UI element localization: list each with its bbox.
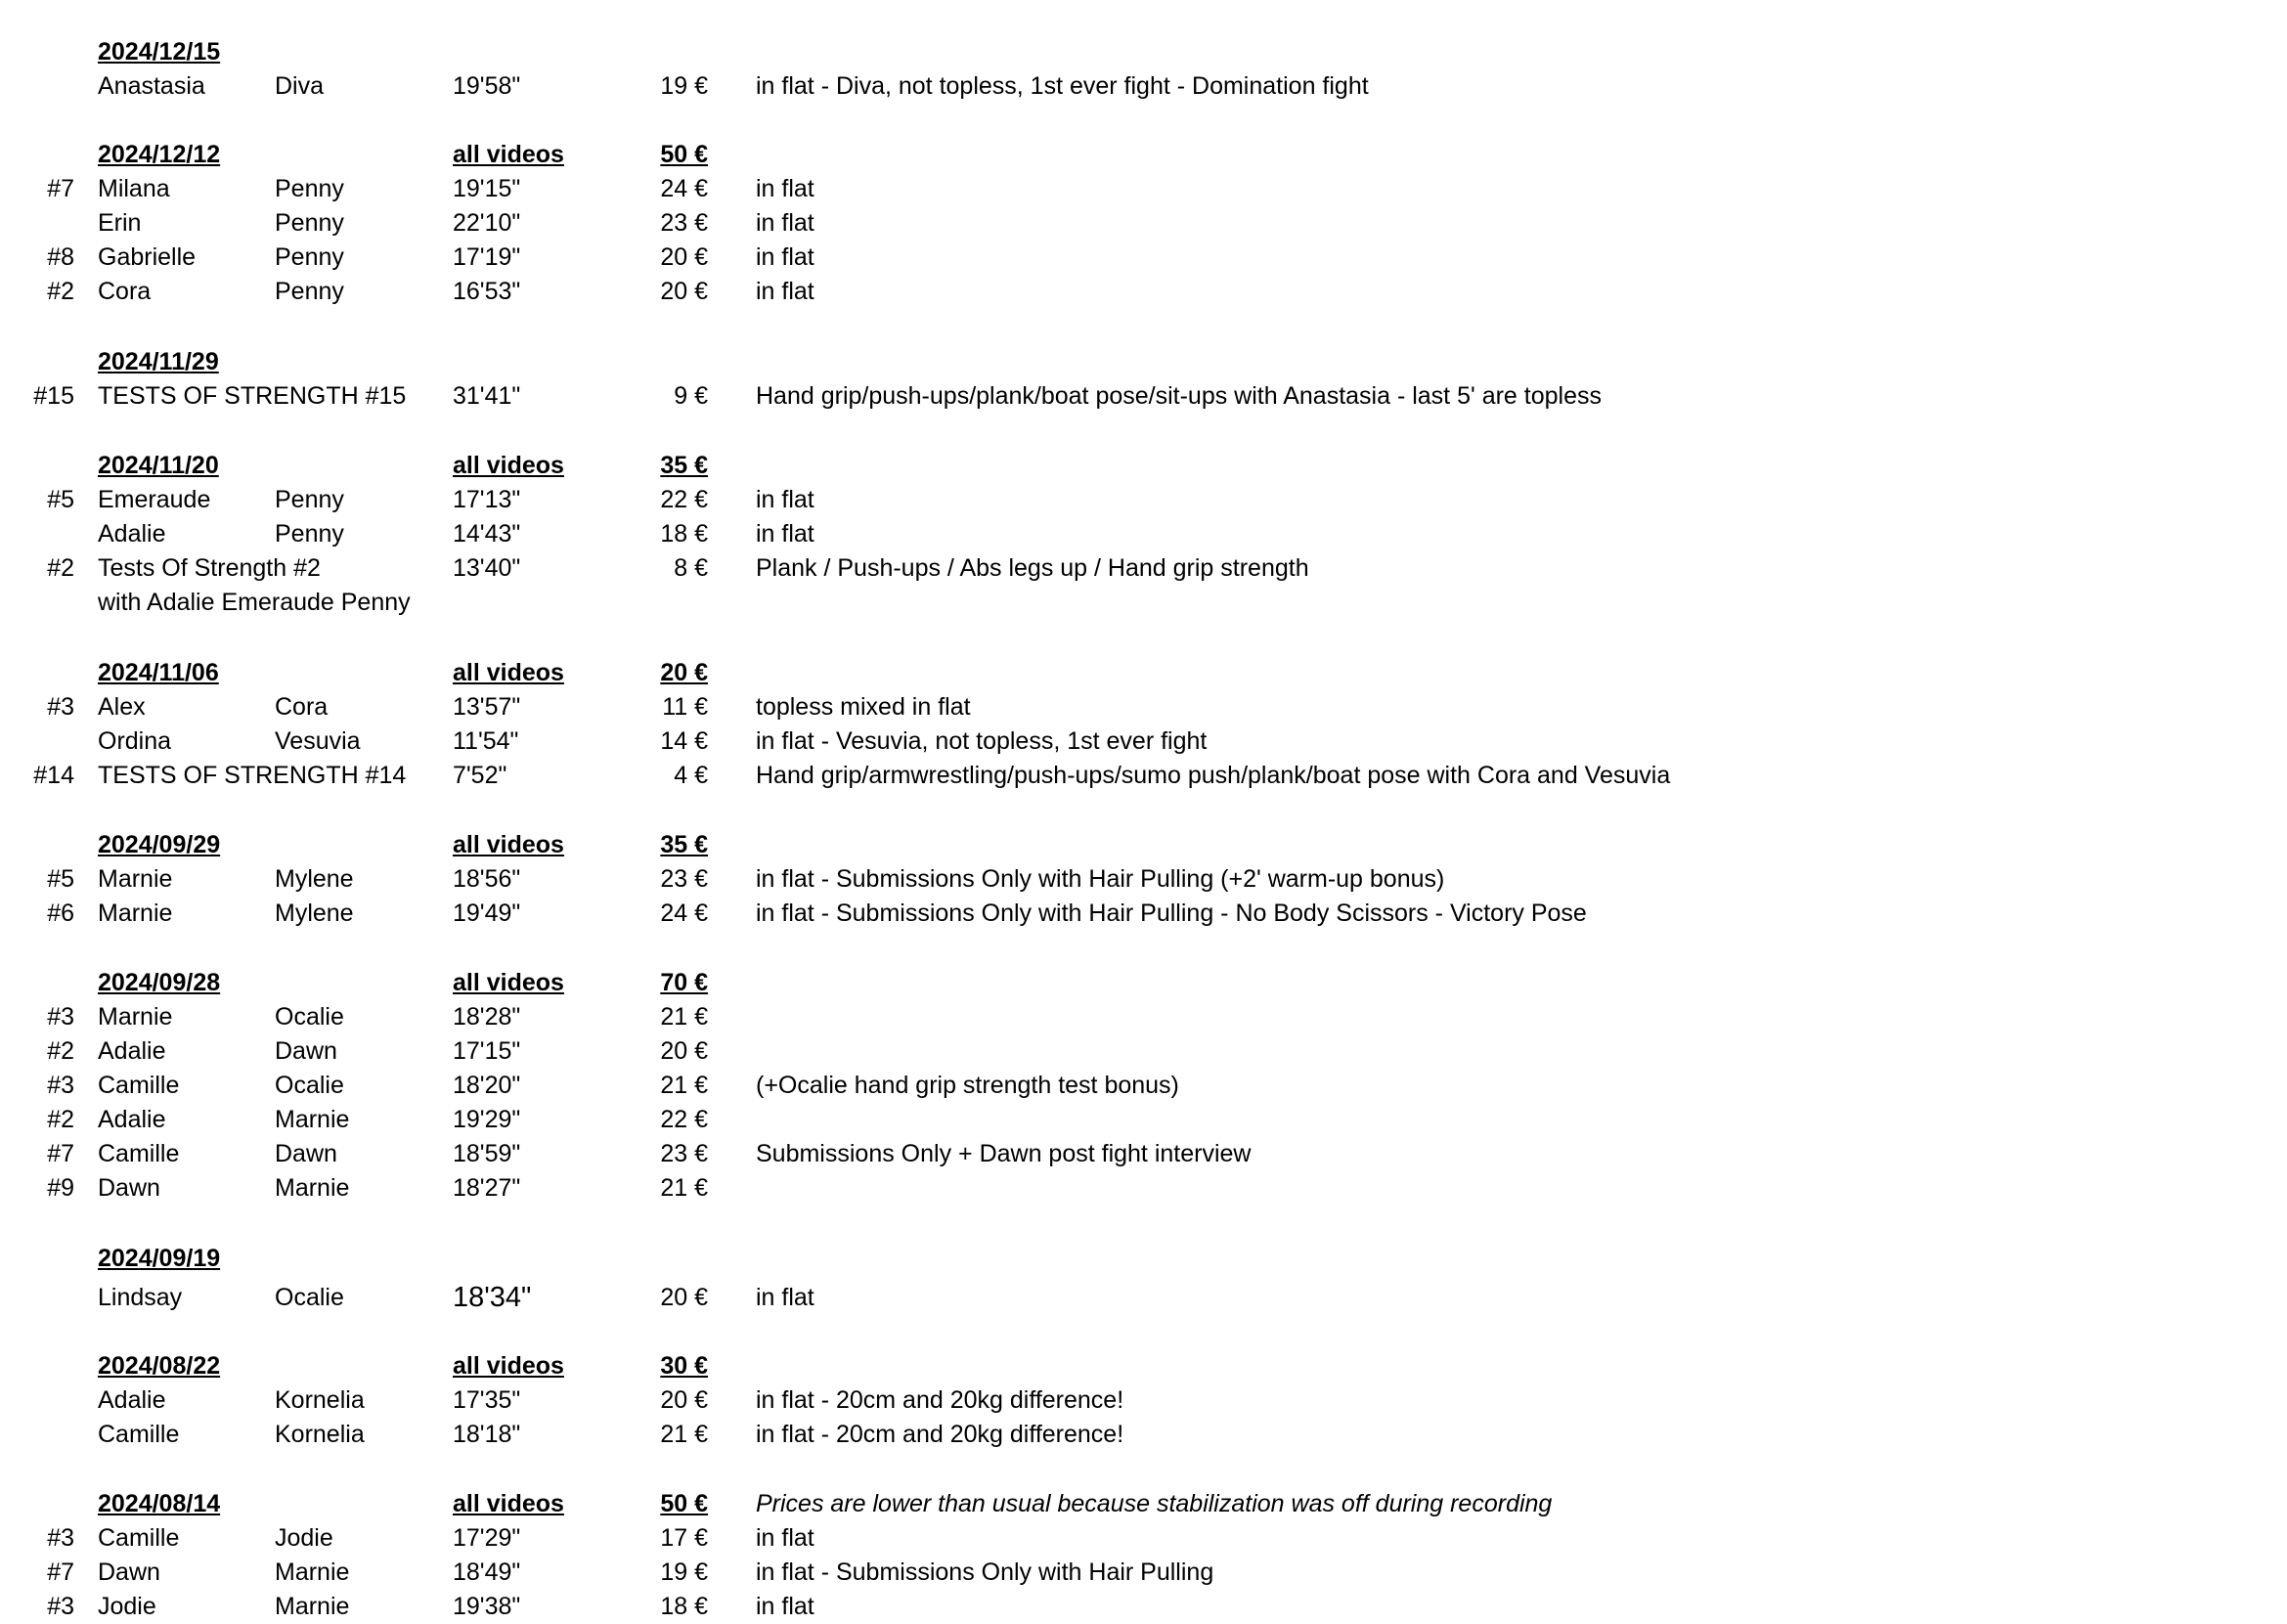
price: 23 € (660, 1140, 708, 1167)
fighter-2: Kornelia (275, 1386, 365, 1414)
fighter-1: Camille (98, 1140, 180, 1167)
section-date: 2024/11/20 (98, 452, 219, 479)
fighter-1: with Adalie Emeraude Penny (98, 589, 411, 616)
fighter-1: Jodie (98, 1593, 156, 1620)
item-number: #3 (47, 693, 74, 721)
section-2024-09-29 (0, 828, 2287, 931)
fighter-2: Ocalie (275, 1003, 344, 1031)
section-date: 2024/09/19 (98, 1245, 221, 1272)
fighter-2: Ocalie (275, 1284, 344, 1311)
duration: 17'15" (453, 1037, 521, 1065)
fighter-2: Marnie (275, 1174, 350, 1202)
description: in flat (756, 243, 814, 271)
duration: 18'27" (453, 1174, 521, 1202)
price: 20 € (660, 243, 708, 271)
table-row (0, 1000, 2287, 1034)
description: topless mixed in flat (756, 693, 971, 721)
table-row (0, 1383, 2287, 1418)
bundle-price: 35 € (660, 831, 708, 858)
all-videos-label: all videos (453, 969, 564, 996)
fighter-1: Milana (98, 175, 170, 202)
fighter-2: Marnie (275, 1558, 350, 1586)
duration: 13'57" (453, 693, 521, 721)
price: 4 € (674, 762, 708, 789)
table-row (0, 1171, 2287, 1206)
duration: 17'29" (453, 1524, 521, 1552)
bundle-price: 50 € (660, 1490, 708, 1517)
price: 21 € (660, 1003, 708, 1031)
table-row (0, 1103, 2287, 1137)
fighter-2: Penny (275, 520, 344, 548)
item-number: #7 (47, 1140, 74, 1167)
fighter-2: Marnie (275, 1593, 350, 1620)
item-number: #2 (47, 278, 74, 305)
description: in flat - 20cm and 20kg difference! (756, 1421, 1124, 1448)
table-row (0, 1069, 2287, 1103)
fighter-1: Adalie (98, 520, 166, 548)
table-row (0, 862, 2287, 897)
table-row (0, 483, 2287, 517)
description: in flat (756, 1284, 814, 1311)
duration: 19'29" (453, 1106, 521, 1133)
fighter-1: Tests Of Strength #2 (98, 554, 321, 582)
description: in flat - Submissions Only with Hair Pulling (756, 1558, 1214, 1586)
price: 24 € (660, 175, 708, 202)
duration: 22'10" (453, 209, 521, 237)
fighter-2: Dawn (275, 1037, 337, 1065)
fighter-1: Camille (98, 1421, 180, 1448)
description: Submissions Only + Dawn post fight interview (756, 1140, 1252, 1167)
fighter-1: Dawn (98, 1174, 160, 1202)
description: in flat (756, 175, 814, 202)
table-row (0, 551, 2287, 586)
item-number: #2 (47, 1106, 74, 1133)
fighter-2: Penny (275, 278, 344, 305)
section-header (0, 966, 2287, 1000)
section-date: 2024/08/14 (98, 1490, 221, 1517)
table-row (0, 379, 2287, 414)
item-number: #2 (47, 554, 74, 582)
table-row (0, 69, 2287, 104)
price: 20 € (660, 278, 708, 305)
duration: 18'20" (453, 1072, 521, 1099)
table-row (0, 206, 2287, 241)
fighter-2: Vesuvia (275, 727, 361, 755)
duration: 18'49" (453, 1558, 521, 1586)
duration: 19'58" (453, 72, 521, 100)
all-videos-label: all videos (453, 659, 564, 686)
description: Plank / Push-ups / Abs legs up / Hand grip strength (756, 554, 1309, 582)
fighter-1: Camille (98, 1072, 180, 1099)
table-row (0, 1521, 2287, 1556)
bundle-price: 50 € (660, 141, 708, 168)
price: 23 € (660, 865, 708, 893)
item-number: #3 (47, 1003, 74, 1031)
duration: 11'54" (453, 727, 519, 755)
all-videos-label: all videos (453, 831, 564, 858)
fighter-1: Alex (98, 693, 146, 721)
section-2024-12-15 (0, 35, 2287, 104)
fighter-2: Dawn (275, 1140, 337, 1167)
description: in flat (756, 209, 814, 237)
price: 18 € (660, 1593, 708, 1620)
fighter-2: Ocalie (275, 1072, 344, 1099)
duration: 13'40" (453, 554, 521, 582)
fighter-1: Adalie (98, 1106, 166, 1133)
fighter-1: Adalie (98, 1386, 166, 1414)
duration: 18'18" (453, 1421, 521, 1448)
section-date: 2024/09/29 (98, 831, 221, 858)
section-date: 2024/12/12 (98, 141, 221, 168)
duration: 18'59" (453, 1140, 521, 1167)
price: 18 € (660, 520, 708, 548)
section-2024-11-06 (0, 656, 2287, 793)
price: 21 € (660, 1174, 708, 1202)
price: 24 € (660, 900, 708, 927)
fighter-1: Emeraude (98, 486, 211, 513)
section-2024-11-20 (0, 449, 2287, 620)
fighter-2: Kornelia (275, 1421, 365, 1448)
item-number: #3 (47, 1524, 74, 1552)
table-row (0, 1556, 2287, 1590)
fighter-2: Mylene (275, 865, 354, 893)
duration: 14'43" (453, 520, 521, 548)
price: 21 € (660, 1072, 708, 1099)
all-videos-label: all videos (453, 141, 564, 168)
price: 8 € (674, 554, 708, 582)
section-header (0, 345, 2287, 379)
item-number: #7 (47, 1558, 74, 1586)
item-number: #8 (47, 243, 74, 271)
fighter-2: Mylene (275, 900, 354, 927)
fighter-1: Marnie (98, 865, 173, 893)
item-number: #6 (47, 900, 74, 927)
table-row (0, 275, 2287, 309)
price: 22 € (660, 1106, 708, 1133)
item-number: #5 (47, 486, 74, 513)
duration: 7'52" (453, 762, 507, 789)
section-2024-08-14 (0, 1487, 2287, 1624)
table-row (0, 517, 2287, 551)
fighter-1: Lindsay (98, 1284, 183, 1311)
section-header (0, 1349, 2287, 1383)
item-number: #2 (47, 1037, 74, 1065)
price: 21 € (660, 1421, 708, 1448)
description: Hand grip/armwrestling/push-ups/sumo push/plank/boat pose with Cora and Vesuvia (756, 762, 1671, 789)
price: 19 € (660, 1558, 708, 1586)
description: in flat - Vesuvia, not topless, 1st ever fight (756, 727, 1208, 755)
duration: 17'35" (453, 1386, 521, 1414)
price: 20 € (660, 1386, 708, 1414)
fighter-2: Penny (275, 209, 344, 237)
description: in flat (756, 1593, 814, 1620)
duration: 18'56" (453, 865, 521, 893)
section-2024-09-19 (0, 1242, 2287, 1319)
duration: 18'28" (453, 1003, 521, 1031)
description: in flat - Submissions Only with Hair Pulling - No Body Scissors - Victory Pose (756, 900, 1587, 927)
price: 14 € (660, 727, 708, 755)
fighter-1: Gabrielle (98, 243, 197, 271)
fighter-1: TESTS OF STRENGTH #14 (98, 762, 407, 789)
bundle-price: 70 € (660, 969, 708, 996)
section-2024-12-12 (0, 138, 2287, 309)
duration: 19'38" (453, 1593, 521, 1620)
fighter-2: Penny (275, 243, 344, 271)
description: in flat - Diva, not topless, 1st ever fight - Domination fight (756, 72, 1369, 100)
item-number: #3 (47, 1072, 74, 1099)
bundle-price: 30 € (660, 1352, 708, 1380)
fighter-1: Marnie (98, 900, 173, 927)
price: 17 € (660, 1524, 708, 1552)
section-header (0, 656, 2287, 690)
section-header (0, 35, 2287, 69)
fighter-2: Penny (275, 175, 344, 202)
item-number: #3 (47, 1593, 74, 1620)
all-videos-label: all videos (453, 1352, 564, 1380)
table-row (0, 897, 2287, 931)
price: 19 € (660, 72, 708, 100)
section-header (0, 1242, 2287, 1276)
section-date: 2024/11/29 (98, 348, 219, 375)
description: (+Ocalie hand grip strength test bonus) (756, 1072, 1179, 1099)
duration: 19'49" (453, 900, 521, 927)
price: 11 € (662, 693, 708, 721)
fighter-2: Penny (275, 486, 344, 513)
fighter-2: Diva (275, 72, 325, 100)
section-note: Prices are lower than usual because stabilization was off during recording (756, 1490, 1553, 1517)
section-date: 2024/12/15 (98, 38, 221, 66)
fighter-1: TESTS OF STRENGTH #15 (98, 382, 407, 410)
fighter-2: Jodie (275, 1524, 333, 1552)
item-number: #7 (47, 175, 74, 202)
item-number: #9 (47, 1174, 74, 1202)
fighter-1: Dawn (98, 1558, 160, 1586)
bundle-price: 35 € (660, 452, 708, 479)
fighter-2: Marnie (275, 1106, 350, 1133)
description: in flat (756, 520, 814, 548)
description: in flat (756, 1524, 814, 1552)
section-date: 2024/08/22 (98, 1352, 221, 1380)
duration: 17'13" (453, 486, 521, 513)
fighter-1: Camille (98, 1524, 180, 1552)
duration: 16'53" (453, 278, 521, 305)
table-row (0, 172, 2287, 206)
price: 20 € (660, 1037, 708, 1065)
section-date: 2024/11/06 (98, 659, 219, 686)
fighter-1: Erin (98, 209, 142, 237)
price: 9 € (674, 382, 708, 410)
all-videos-label: all videos (453, 452, 564, 479)
description: Hand grip/push-ups/plank/boat pose/sit-ups with Anastasia - last 5' are topless (756, 382, 1602, 410)
description: in flat (756, 278, 814, 305)
table-row (0, 1137, 2287, 1171)
price: 20 € (660, 1284, 708, 1311)
bundle-price: 20 € (660, 659, 708, 686)
fighter-1: Marnie (98, 1003, 173, 1031)
table-row (0, 724, 2287, 759)
section-2024-11-29 (0, 345, 2287, 414)
section-header (0, 138, 2287, 172)
description: in flat (756, 486, 814, 513)
section-header (0, 1487, 2287, 1521)
fighter-2: Cora (275, 693, 329, 721)
duration: 19'15" (453, 175, 521, 202)
price: 23 € (660, 209, 708, 237)
item-number: #15 (33, 382, 74, 410)
section-header (0, 449, 2287, 483)
table-row (0, 690, 2287, 724)
fighter-1: Anastasia (98, 72, 205, 100)
table-row (0, 241, 2287, 275)
table-row (0, 1418, 2287, 1452)
duration: 17'19" (453, 243, 521, 271)
table-row (0, 759, 2287, 793)
all-videos-label: all videos (453, 1490, 564, 1517)
item-number: #5 (47, 865, 74, 893)
fighter-1: Ordina (98, 727, 172, 755)
section-date: 2024/09/28 (98, 969, 221, 996)
duration: 18'34" (453, 1282, 532, 1313)
section-2024-08-22 (0, 1349, 2287, 1452)
fighter-1: Adalie (98, 1037, 166, 1065)
section-2024-09-28 (0, 966, 2287, 1206)
table-row (0, 1590, 2287, 1624)
duration: 31'41" (453, 382, 521, 410)
price: 22 € (660, 486, 708, 513)
section-header (0, 828, 2287, 862)
description: in flat - 20cm and 20kg difference! (756, 1386, 1124, 1414)
fighter-1: Cora (98, 278, 152, 305)
item-number: #14 (33, 762, 74, 789)
table-row (0, 1276, 2287, 1319)
table-row (0, 1034, 2287, 1069)
description: in flat - Submissions Only with Hair Pulling (+2' warm-up bonus) (756, 865, 1445, 893)
table-row (0, 586, 2287, 620)
